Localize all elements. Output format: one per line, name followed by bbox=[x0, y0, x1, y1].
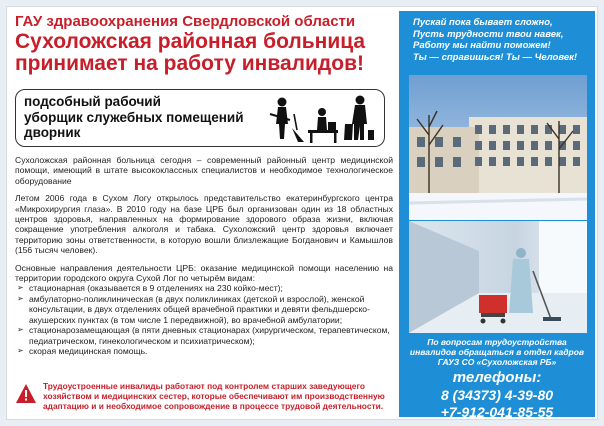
headline-line-1: Сухоложская районная больница bbox=[15, 30, 366, 53]
intro-paragraph: Сухоложская районная больница сегодня – современный районный центр медицинской помощи, имеющий в штате высококлассных специалистов и необходимое технологическое оборудование bbox=[15, 155, 393, 186]
bullet-arrow-icon: ➢ bbox=[17, 325, 24, 335]
bullet-arrow-icon: ➢ bbox=[17, 345, 24, 355]
vacancy-item: уборщик служебных помещений bbox=[24, 109, 244, 125]
phone-number[interactable]: 8 (34373) 4-39-80 bbox=[440, 387, 554, 403]
history-paragraph: Летом 2006 года в Сухом Логу открылось представительство екатеринбургского центра «Микрохирургия глаза». В 2010 году на базе ЦРБ был организован один из 18 областных центров здоровья, направленных на формирование здорового образа жизни, включая сокращение употребления алкоголя и табака. Сухоложский центр здоровья включает территорию зоны ответственности, в которую вошли близлежащие Богданович и Камышлов (156 тысяч человек). bbox=[15, 193, 393, 256]
warning-triangle-icon bbox=[15, 383, 37, 405]
list-item: ➢ амбулаторно-поликлиническая (в двух поликлиниках (детской и взрослой), женской консультации, в двух отделениях общей врачебной практики и девяти фельдшерско-акушерских пунктах (в том числе 1 передвижной), во врачебной амбулатории; bbox=[17, 293, 370, 325]
organization-name: ГАУ здравоохранения Свердловской области bbox=[15, 13, 356, 30]
poster bbox=[6, 6, 598, 420]
sidebar-panel bbox=[399, 11, 595, 420]
vacancy-item: подсобный рабочий bbox=[24, 94, 161, 109]
phone-number[interactable]: +7-912-041-85-55 bbox=[440, 404, 554, 420]
description bbox=[15, 155, 393, 356]
phones-title: телефоны: bbox=[452, 369, 542, 386]
nurse-cleaning-photo bbox=[409, 221, 587, 333]
directions-list bbox=[15, 283, 393, 356]
workers-pictogram-icon bbox=[264, 94, 376, 144]
vacancy-item: дворник bbox=[24, 125, 81, 140]
headline bbox=[15, 31, 393, 75]
notice-text: Трудоустроенные инвалиды работают под контролем старших заведующего хозяйством и медицинских сестер, которые обеспечивают им производственную адаптацию и и необходимое сопровождение в процессе трудовой деятельности. bbox=[43, 381, 385, 411]
list-item: ➢ стационарозамещающая (в пяти дневных стационарах (хирургическом, терапевтическом, педиатрическом, гинекологическом и психиатрическом); bbox=[17, 325, 390, 346]
vacancies-box bbox=[15, 89, 385, 147]
motto: Пускай пока бывает сложно, Пусть трудности твои навек, Работу мы найти поможем! Ты — справишься! Ты — Человек! bbox=[413, 17, 578, 63]
list-item: ➢ стационарная (оказывается в 9 отделениях на 230 койко-мест); bbox=[17, 283, 283, 294]
list-item: ➢ скорая медицинская помощь. bbox=[17, 345, 148, 356]
main-column bbox=[15, 13, 393, 411]
support-notice bbox=[15, 381, 393, 411]
hospital-building-photo bbox=[409, 75, 587, 220]
hr-contact-text: По вопросам трудоустройства инвалидов обращаться в отдел кадров ГАУЗ СО «Сухоложская РБ» bbox=[409, 337, 585, 367]
directions-intro: Основные направления деятельности ЦРБ: оказание медицинской помощи населению на территории городского округа Сухой Лог по четырём видам: bbox=[15, 262, 393, 284]
bullet-arrow-icon: ➢ bbox=[17, 293, 24, 303]
headline-line-2: принимает на работу инвалидов! bbox=[15, 52, 364, 75]
bullet-arrow-icon: ➢ bbox=[17, 283, 24, 293]
